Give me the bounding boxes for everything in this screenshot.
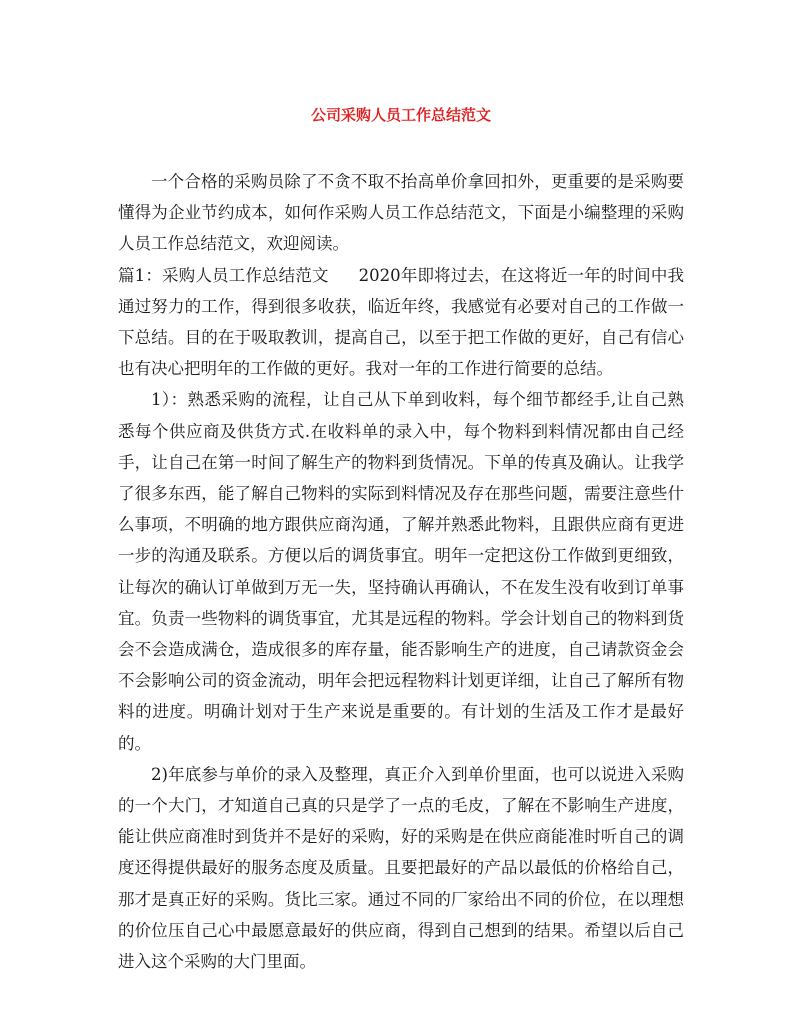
document-title: 公司采购人员工作总结范文: [310, 106, 491, 124]
document-page: [118, 104, 684, 977]
section-label: 篇1：采购人员工作总结范文: [118, 265, 329, 285]
point-2-paragraph: 2)年底参与单价的录入及整理，真正介入到单价里面，也可以说进入采购的一个大门，才知道自己真的只是学了一点的毛皮，了解在不影响生产进度，能让供应商准时到货并不是好的采购，好的采购是在供应商能准时听自己的调度还得提供最好的服务态度及质量。且要把最好的产品以最低的价格给自己，那才是真正好的采购。货比三家。通过不同的厂家给出不同的价位，在以理想的价位压自己心中最愿意最好的供应商，得到自己想到的结果。希望以后自己进入这个采购的大门里面。: [118, 764, 684, 972]
point-1-paragraph: 1）：熟悉采购的流程，让自己从下单到收料，每个细节都经手,让自己熟悉每个供应商及供货方式.在收料单的录入中，每个物料到料情况都由自己经手，让自己在第一时间了解生产的物料到货情况。下单的传真及确认。让我学了很多东西，能了解自己物料的实际到料情况及存在那些问题，需要注意些什么事项，不明确的地方跟供应商沟通，了解并熟悉此物料，且跟供应商有更进一步的沟通及联系。方便以后的调货事宜。明年一定把这份工作做到更细致，让每次的确认订单做到万无一失，坚持确认再确认，不在发生没有收到订单事宜。负责一些物料的调货事宜，尤其是远程的物料。学会计划自己的物料到货会不会造成满仓，造成很多的库存量，能否影响生产的进度，自己请款资金会不会影响公司的资金流动，明年会把远程物料计划更详细，让自己了解所有物料的进度。明确计划对于生产来说是重要的。有计划的生活及工作才是最好的。: [118, 390, 684, 753]
section-paragraph: [118, 260, 684, 385]
section-body: 2020年即将过去，在这将近一年的时间中我通过努力的工作，得到很多收获，临近年终，我感觉有必要对自己的工作做一下总结。目的在于吸取教训，提高自己，以至于把工作做的更好，自己有信心也有决心把明年的工作做的更好。我对一年的工作进行简要的总结。: [118, 265, 684, 379]
intro-paragraph: 一个合格的采购员除了不贪不取不抬高单价拿回扣外，更重要的是采购要懂得为企业节约成本，如何作采购人员工作总结范文，下面是小编整理的采购人员工作总结范文，欢迎阅读。: [118, 172, 684, 254]
